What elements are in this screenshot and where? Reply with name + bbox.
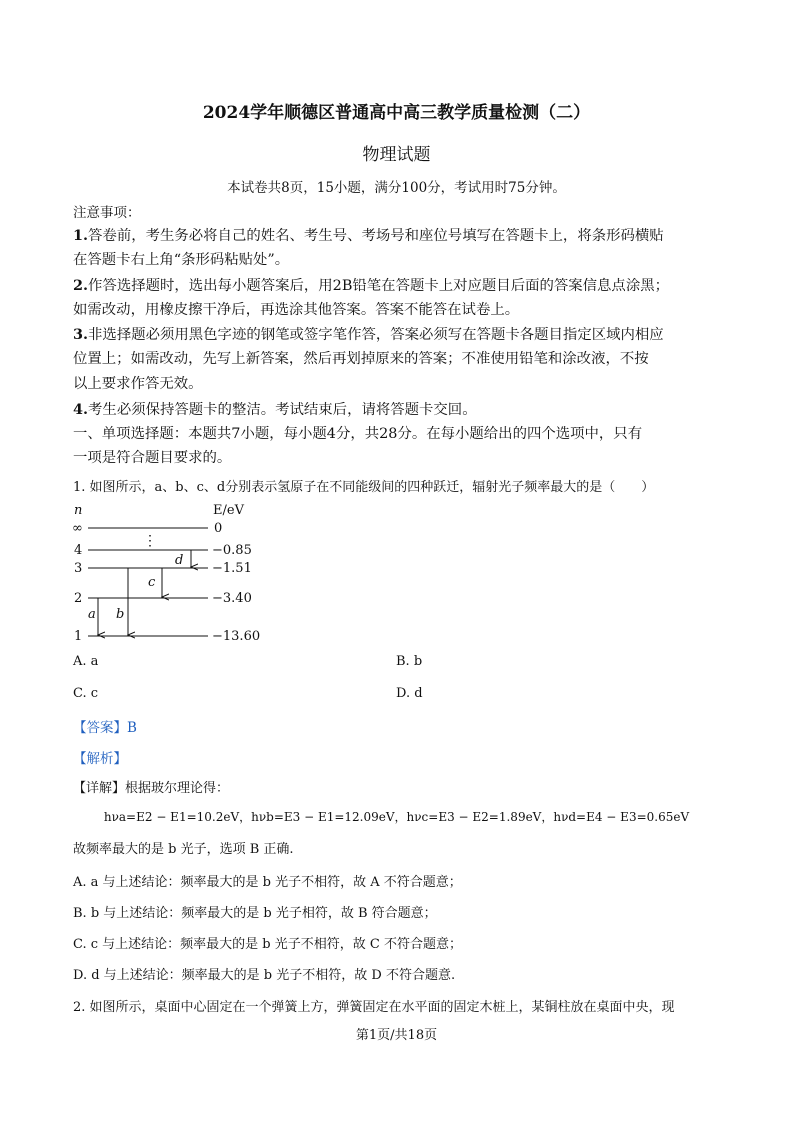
q1-reason-b: B. b 与上述结论：频率最大的是 b 光子相符，故 B 符合题意；: [73, 906, 437, 921]
page-title: 2024学年顺德区普通高中高三教学质量检测（二）: [202, 103, 591, 123]
note-3-line-1: [73, 323, 664, 344]
notes-heading: 注意事项：: [73, 205, 141, 221]
note-4-number: 4.: [73, 401, 89, 418]
note-3-line-2: 位置上；如需改动，先写上新答案，然后再划掉原来的答案；不准使用铅笔和涂改液，不按: [73, 351, 649, 367]
level-e-3: −1.51: [212, 561, 252, 576]
note-1-number: 1.: [73, 227, 89, 244]
q1-formula: hνa=E2 − E1=10.2eV，hνb=E3 − E1=12.09eV，hνc=E3 − E2=1.89eV，hνd=E4 − E3=0.65eV: [103, 810, 690, 824]
level-n-1: 1: [74, 629, 83, 644]
q2-stem: 2. 如图所示，桌面中心固定在一个弹簧上方，弹簧固定在水平面的固定木桩上，某铜柱放在桌面中央，现: [73, 1000, 675, 1015]
energy-level-diagram: [70, 496, 270, 646]
energy-axis-label: E/eV: [213, 503, 244, 518]
note-1-line-1: [73, 224, 664, 245]
note-3-number: 3.: [73, 326, 89, 343]
level-e-4: −0.85: [212, 543, 252, 558]
q1-option-a: A. a: [73, 654, 99, 669]
section-heading-line-1: 一、单项选择题：本题共7小题，每小题4分，共28分。在每小题给出的四个选项中，只有: [73, 426, 643, 442]
transition-b-label: b: [116, 607, 125, 622]
note-3-line-3: 以上要求作答无效。: [73, 376, 203, 392]
q1-option-b: B. b: [396, 654, 423, 669]
note-3-text-a: 非选择题必须用黑色字迹的钢笔或签字笔作答，答案必须写在答题卡各题目指定区域内相应: [88, 327, 664, 343]
level-n-4: 4: [74, 543, 83, 558]
level-e-inf: 0: [214, 521, 223, 536]
note-4-line-1: [73, 398, 477, 419]
q1-conclusion: 故频率最大的是 b 光子，选项 B 正确.: [73, 842, 294, 857]
note-2-text-a: 作答选择题时，选出每小题答案后，用2B铅笔在答题卡上对应题目后面的答案信息点涂黑；: [88, 278, 669, 294]
level-e-2: −3.40: [212, 591, 252, 606]
transition-c-label: c: [148, 575, 156, 590]
q1-reason-c: C. c 与上述结论：频率最大的是 b 光子不相符，故 C 不符合题意；: [73, 937, 462, 952]
note-1-line-2: 在答题卡右上角“条形码粘贴处”。: [73, 252, 290, 268]
note-2-number: 2.: [73, 277, 89, 294]
q1-reason-a: A. a 与上述结论：频率最大的是 b 光子不相符，故 A 不符合题意；: [73, 875, 462, 890]
level-n-3: 3: [74, 561, 83, 576]
note-2-line-2: 如需改动，用橡皮擦干净后，再选涂其他答案。答案不能答在试卷上。: [73, 302, 520, 318]
q1-option-d: D. d: [396, 686, 423, 701]
continuation-dots: ⋮: [143, 533, 157, 549]
level-n-inf: ∞: [72, 521, 83, 536]
q1-option-c: C. c: [73, 686, 99, 701]
level-e-1: −13.60: [212, 629, 261, 644]
level-n-2: 2: [74, 591, 83, 606]
q1-answer: 【答案】B: [73, 720, 137, 736]
n-axis-label: n: [74, 503, 83, 518]
note-1-text-a: 答卷前，考生务必将自己的姓名、考生号、考场号和座位号填写在答题卡上，将条形码横贴: [88, 228, 664, 244]
note-2-line-1: [73, 274, 669, 295]
subject-title: 物理试题: [362, 145, 431, 165]
q1-analysis-heading: 【解析】: [73, 751, 127, 767]
transition-a-label: a: [88, 607, 96, 622]
note-4-text-a: 考生必须保持答题卡的整洁。考试结束后，请将答题卡交回。: [88, 402, 477, 418]
section-heading-line-2: 一项是符合题目要求的。: [73, 450, 232, 466]
transition-d-label: d: [175, 553, 184, 568]
q1-reason-d: D. d 与上述结论：频率最大的是 b 光子不相符，故 D 不符合题意.: [73, 968, 456, 983]
q1-stem: 1. 如图所示，a、b、c、d分别表示氢原子在不同能级间的四种跃迁，辐射光子频率最大的是（ ）: [73, 480, 655, 495]
page-footer: 第1页/共18页: [355, 1028, 438, 1043]
q1-detail: 【详解】根据玻尔理论得：: [73, 781, 230, 796]
exam-info: 本试卷共8页，15小题，满分100分，考试用时75分钟。: [227, 180, 566, 196]
